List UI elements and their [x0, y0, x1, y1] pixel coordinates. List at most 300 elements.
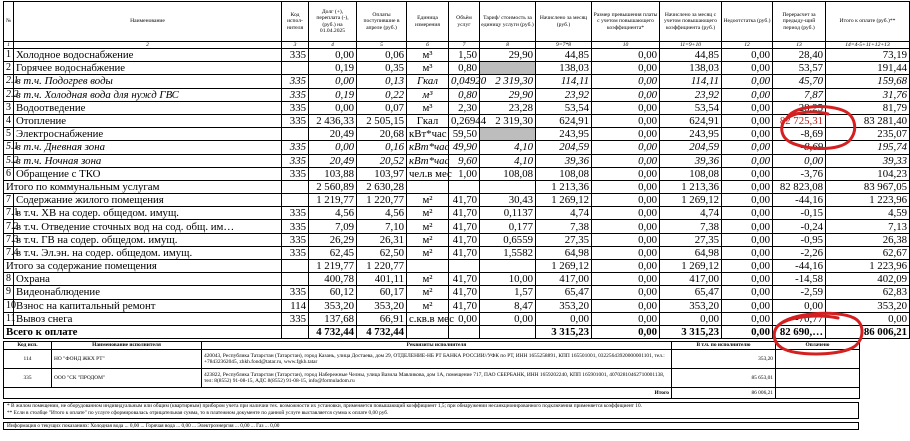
- shortfall: 0,00: [722, 101, 773, 114]
- excess: 0,00: [592, 220, 660, 233]
- unit: кВт*час: [407, 141, 449, 154]
- debt: 0,19: [309, 62, 357, 75]
- debt: 7,09: [309, 220, 357, 233]
- service-name: Отопление: [14, 114, 282, 127]
- service-name: Вывоз снега: [14, 312, 282, 325]
- service-row: [4, 101, 910, 114]
- col-header: Единица измерения: [407, 2, 449, 42]
- col-number: 14=4-5+11+12+13: [826, 42, 910, 49]
- paid-april: 62,50: [357, 246, 407, 259]
- recipient-details: 420043, Республика Татарстан (Татарстан), город Казань, улица Достаева, дом 29, ОТДЕЛЕНИЕ-НБ РТ БАНКА РОССИИ//УФК по РТ, ИНН 1655258891, КПП 165501001, 03225643920000001101, тел.: +78432362045, zhkh.fond@tatar.ru, www.fgkh.tatar: [202, 350, 672, 369]
- total-to-pay: 62,83: [826, 286, 910, 299]
- shortfall: 0,00: [722, 233, 773, 246]
- unit: чел.в мес: [407, 167, 449, 180]
- tariff: [480, 62, 536, 75]
- executor-code: [282, 180, 309, 193]
- service-row: [4, 207, 910, 220]
- total-to-pay: 81,79: [826, 101, 910, 114]
- charged-with-coef: 108,08: [660, 167, 722, 180]
- debt: 26,29: [309, 233, 357, 246]
- total-to-pay: 159,68: [826, 75, 910, 88]
- unit: Гкал: [407, 75, 449, 88]
- executor-code: 335: [282, 207, 309, 220]
- charged: 1 269,12: [536, 194, 592, 207]
- total-to-pay: 191,44: [826, 62, 910, 75]
- charged-with-coef: 624,91: [660, 114, 722, 127]
- service-row: [4, 114, 910, 127]
- unit: м²: [407, 220, 449, 233]
- paid-april: 0,13: [357, 75, 407, 88]
- paid-april: 4,56: [357, 207, 407, 220]
- total-to-pay: 4,59: [826, 207, 910, 220]
- debt: 4,56: [309, 207, 357, 220]
- service-name: в т.ч. ГВ на содер. общедом. имущ.: [14, 233, 282, 246]
- charged-with-coef: 1 269,12: [660, 194, 722, 207]
- col-number: 6: [407, 42, 449, 49]
- row-number: 10: [4, 299, 14, 312]
- charged-with-coef: 39,36: [660, 154, 722, 167]
- unit: м²: [407, 233, 449, 246]
- col-header: Код испол-нителя: [282, 2, 309, 42]
- executor-code: 335: [282, 88, 309, 101]
- unit: м³: [407, 88, 449, 101]
- service-name: Горячее водоснабжение: [14, 62, 282, 75]
- tariff: 2 319,30: [480, 75, 536, 88]
- row-number: 7.4: [4, 246, 14, 259]
- col-header: Начислено за месяц (руб.): [536, 2, 592, 42]
- unit: Гкал: [407, 114, 449, 127]
- shortfall: 0,00: [722, 88, 773, 101]
- service-name: Охрана: [14, 273, 282, 286]
- shortfall: 0,00: [722, 207, 773, 220]
- shortfall: 0,00: [722, 154, 773, 167]
- recipient-name: ООО "СК "ПРОДОМ": [52, 369, 202, 388]
- paid-april: 103,97: [357, 167, 407, 180]
- tariff: 0,00: [480, 312, 536, 325]
- total-to-pay: 1 223,96: [826, 260, 910, 273]
- volume: 41,70: [449, 246, 480, 259]
- charged-with-coef: 7,38: [660, 220, 722, 233]
- service-name: Холодное водоснабжение: [14, 49, 282, 62]
- service-row: [4, 194, 910, 207]
- paid-field[interactable]: [776, 369, 860, 388]
- shortfall: 0,00: [722, 114, 773, 127]
- col-header: Итого к оплате (руб.)**: [826, 2, 910, 42]
- col-number: 10: [592, 42, 660, 49]
- total-to-pay: 62,67: [826, 246, 910, 259]
- executor-code: 335: [282, 154, 309, 167]
- executor-code: 335: [282, 114, 309, 127]
- recalculation: 82 823,08: [773, 180, 826, 193]
- tariff: 2 319,30: [480, 114, 536, 127]
- tariff: 108,08: [480, 167, 536, 180]
- meter-readings-note: Информация о текущих показаниях: Холодная вода ... 0,00 ... Горячая вода ... 0,00 ... Электроэнергия ... 0,00 ... Газ ... 0,00: [3, 422, 859, 430]
- charged-with-coef: 243,95: [660, 128, 722, 141]
- recalculation: -14,58: [773, 273, 826, 286]
- recalculation: 7,87: [773, 88, 826, 101]
- executor-code: [282, 260, 309, 273]
- tariff: [480, 260, 536, 273]
- row-name: Итого за содержание помещения: [4, 260, 282, 273]
- service-row: [4, 141, 910, 154]
- total-to-pay: 1 223,96: [826, 194, 910, 207]
- row-number: 5: [4, 128, 14, 141]
- excess: 0,00: [592, 325, 660, 338]
- charged-with-coef: 27,35: [660, 233, 722, 246]
- col-number: 12: [722, 42, 773, 49]
- excess: 0,00: [592, 312, 660, 325]
- recipients-table: [3, 341, 860, 399]
- debt: 2 560,89: [309, 180, 357, 193]
- recipient-code: 335: [4, 369, 52, 388]
- executor-code: 335: [282, 246, 309, 259]
- tariff: 4,10: [480, 154, 536, 167]
- shortfall: 0,00: [722, 273, 773, 286]
- debt: 2 436,33: [309, 114, 357, 127]
- row-number: 9: [4, 286, 14, 299]
- shortfall: 0,00: [722, 128, 773, 141]
- recalculation: 82 690,…: [773, 325, 826, 338]
- paid-april: 0,22: [357, 88, 407, 101]
- debt: 400,78: [309, 273, 357, 286]
- recipients-header: Оплачено: [776, 342, 860, 350]
- charged-with-coef: 53,54: [660, 101, 722, 114]
- charged-with-coef: 114,11: [660, 75, 722, 88]
- charged: 417,00: [536, 273, 592, 286]
- col-number: 1: [4, 42, 14, 49]
- charged: 23,92: [536, 88, 592, 101]
- paid-april: 401,11: [357, 273, 407, 286]
- paid-field[interactable]: [776, 350, 860, 369]
- service-row: [4, 233, 910, 246]
- shortfall: 0,00: [722, 312, 773, 325]
- volume: 41,70: [449, 299, 480, 312]
- service-name: Обращение с ТКО: [14, 167, 282, 180]
- total-to-pay: 31,76: [826, 88, 910, 101]
- debt: 0,00: [309, 141, 357, 154]
- unit: м²: [407, 273, 449, 286]
- charged: 624,91: [536, 114, 592, 127]
- col-header: Долг (+), переплата (-), (руб.) на 01.04.2025: [309, 2, 357, 42]
- excess: 0,00: [592, 141, 660, 154]
- charged: 1 269,12: [536, 260, 592, 273]
- col-number: 8: [480, 42, 536, 49]
- volume: 41,70: [449, 194, 480, 207]
- service-name: в т.ч. Дневная зона: [14, 141, 282, 154]
- recalculation: 53,57: [773, 62, 826, 75]
- row-number: 4: [4, 114, 14, 127]
- row-name: Итого по коммунальным услугам: [4, 180, 282, 193]
- recipients-header: Код исп.: [4, 342, 52, 350]
- charged: 138,03: [536, 62, 592, 75]
- charged-with-coef: 204,59: [660, 141, 722, 154]
- charged-with-coef: 138,03: [660, 62, 722, 75]
- service-name: в т.ч. Отведение сточных вод на сод. общ. им…: [14, 220, 282, 233]
- debt: 137,68: [309, 312, 357, 325]
- service-row: [4, 312, 910, 325]
- excess: 0,00: [592, 246, 660, 259]
- paid-april: 2 630,28: [357, 180, 407, 193]
- col-number: 3: [282, 42, 309, 49]
- charged-with-coef: 3 315,23: [660, 325, 722, 338]
- charged-with-coef: 44,85: [660, 49, 722, 62]
- volume: 9,60: [449, 154, 480, 167]
- executor-code: 335: [282, 220, 309, 233]
- charged: 44,85: [536, 49, 592, 62]
- excess: 0,00: [592, 75, 660, 88]
- charged: 27,35: [536, 233, 592, 246]
- total-to-pay: 0,00: [826, 312, 910, 325]
- debt: 20,49: [309, 154, 357, 167]
- recalculation: -8,69: [773, 128, 826, 141]
- excess: 0,00: [592, 62, 660, 75]
- subtotal-row: [4, 260, 910, 273]
- shortfall: 0,00: [722, 194, 773, 207]
- debt: 1 219,77: [309, 260, 357, 273]
- total-to-pay: 83 967,05: [826, 180, 910, 193]
- excess: 0,00: [592, 154, 660, 167]
- total-to-pay: 83 281,40: [826, 114, 910, 127]
- unit: м²: [407, 286, 449, 299]
- row-number: 1: [4, 49, 14, 62]
- unit: кВт*час: [407, 154, 449, 167]
- volume: 41,70: [449, 233, 480, 246]
- shortfall: 0,00: [722, 220, 773, 233]
- row-number: 2.2: [4, 88, 14, 101]
- debt: 20,49: [309, 128, 357, 141]
- executor-code: 114: [282, 299, 309, 312]
- shortfall: 0,00: [722, 180, 773, 193]
- footnotes: [3, 402, 859, 419]
- paid-april: 353,20: [357, 299, 407, 312]
- debt: 1 219,77: [309, 194, 357, 207]
- charged-with-coef: 1 213,36: [660, 180, 722, 193]
- volume: 1,00: [449, 167, 480, 180]
- col-header: Тариф/ стоимость за единицу услуги (руб.): [480, 2, 536, 42]
- unit: м²: [407, 194, 449, 207]
- recipient-details: 423822, Республика Татарстан (Татарстан), город Набережные Челны, улица Вазила Мавликова, дом 1А, помещение 717, ПАО СБЕРБАНК, ИНН 1659202240, КПП 165901001, 40702810462710001138, тел: 8(8552) 91-08-15, АДС 8(8552) 91-08-15, info@formuladom.ru: [202, 369, 672, 388]
- shortfall: 0,00: [722, 299, 773, 312]
- shortfall: 0,00: [722, 286, 773, 299]
- excess: 0,00: [592, 286, 660, 299]
- col-number: 13: [773, 42, 826, 49]
- total-to-pay: 39,33: [826, 154, 910, 167]
- volume: 41,70: [449, 220, 480, 233]
- unit: [407, 260, 449, 273]
- excess: 0,00: [592, 180, 660, 193]
- executor-code: 335: [282, 312, 309, 325]
- debt: 353,20: [309, 299, 357, 312]
- service-name: в т.ч. Подогрев воды: [14, 75, 282, 88]
- charged: 243,95: [536, 128, 592, 141]
- service-name: Видеонаблюдение: [14, 286, 282, 299]
- volume: [449, 325, 480, 338]
- footnote-negative: ** Если в столбце "Итого к оплате" по услуге сформировалась отрицательная сумма, то в платежном документе по данной услуге выставляется сумма к оплате 0,00 руб.: [7, 410, 389, 417]
- debt: 0,19: [309, 88, 357, 101]
- row-number: 8: [4, 273, 14, 286]
- total-to-pay: 402,09: [826, 273, 910, 286]
- volume: 0,80: [449, 88, 480, 101]
- excess: 0,00: [592, 299, 660, 312]
- recipients-total-label: Итого: [4, 388, 672, 399]
- recalculation: 0,00: [773, 154, 826, 167]
- service-name: Электроснабжение: [14, 128, 282, 141]
- recipient-amount: 353,20: [672, 350, 776, 369]
- paid-april: 66,91: [357, 312, 407, 325]
- service-name: Водоотведение: [14, 101, 282, 114]
- volume: 41,70: [449, 207, 480, 220]
- recipients-total-row: [4, 388, 860, 399]
- excess: 0,00: [592, 194, 660, 207]
- col-number: 7: [449, 42, 480, 49]
- service-row: [4, 220, 910, 233]
- grand-total-row: [4, 325, 910, 338]
- shortfall: 0,00: [722, 75, 773, 88]
- volume: 0,00: [449, 312, 480, 325]
- unit: кВт*час: [407, 128, 449, 141]
- paid-april: 0,35: [357, 62, 407, 75]
- executor-code: [282, 62, 309, 75]
- row-number: 6: [4, 167, 14, 180]
- tariff: 10,00: [480, 273, 536, 286]
- charged: 7,38: [536, 220, 592, 233]
- charged-with-coef: 23,92: [660, 88, 722, 101]
- service-row: [4, 246, 910, 259]
- recalculation: 82 725,31: [773, 114, 826, 127]
- tariff: 8,47: [480, 299, 536, 312]
- charged-with-coef: 0,00: [660, 312, 722, 325]
- shortfall: 0,00: [722, 325, 773, 338]
- tariff: 1,5582: [480, 246, 536, 259]
- service-name: в т.ч. Холодная вода для нужд ГВС: [14, 88, 282, 101]
- tariff: [480, 128, 536, 141]
- shortfall: 0,00: [722, 49, 773, 62]
- paid-total-field[interactable]: [776, 388, 860, 399]
- col-number: 9=7*8: [536, 42, 592, 49]
- total-to-pay: 73,19: [826, 49, 910, 62]
- service-name: в т.ч. Ночная зона: [14, 154, 282, 167]
- charged: 353,20: [536, 299, 592, 312]
- total-to-pay: 26,38: [826, 233, 910, 246]
- recipients-total-amount: 86 006,21: [672, 388, 776, 399]
- volume: 49,90: [449, 141, 480, 154]
- row-number: 2.1: [4, 75, 14, 88]
- tariff: 29,90: [480, 49, 536, 62]
- charged: 3 315,23: [536, 325, 592, 338]
- executor-code: 335: [282, 167, 309, 180]
- volume: 0,80: [449, 62, 480, 75]
- charged: 4,74: [536, 207, 592, 220]
- debt: 0,00: [309, 49, 357, 62]
- volume: 0,04920: [449, 75, 480, 88]
- charged: 1 213,36: [536, 180, 592, 193]
- unit: [407, 325, 449, 338]
- col-header: Начислено за месяц с учетом повышающего коэффициента (руб.): [660, 2, 722, 42]
- tariff: 4,10: [480, 141, 536, 154]
- service-name: Содержание жилого помещения: [14, 194, 282, 207]
- recalculation: -44,16: [773, 260, 826, 273]
- recalculation: -2,26: [773, 246, 826, 259]
- recipient-name: НО "ФОНД ЖКХ РТ": [52, 350, 202, 369]
- recalculation: -0,15: [773, 207, 826, 220]
- footnote-coefficient: * В жилом помещении, не оборудованном индивидуальным или общим (квартирным) прибором учета при наличии тех. возможности их установки, применяется повышающий коэффициент 1,5; при обнаружении несанкционированного подключения применяется коэффициент 10.: [7, 403, 642, 410]
- debt: 62,45: [309, 246, 357, 259]
- volume: 1,50: [449, 49, 480, 62]
- volume: [449, 260, 480, 273]
- recalculation: 28,40: [773, 49, 826, 62]
- col-header: Наименование: [14, 2, 282, 42]
- charged: 0,00: [536, 312, 592, 325]
- volume: 0,26944: [449, 114, 480, 127]
- tariff: 29,90: [480, 88, 536, 101]
- service-row: [4, 62, 910, 75]
- col-number: 4: [309, 42, 357, 49]
- col-number: 11=9+10: [660, 42, 722, 49]
- total-to-pay: 86 006,21: [826, 325, 910, 338]
- executor-code: [282, 325, 309, 338]
- paid-april: 7,10: [357, 220, 407, 233]
- paid-april: 26,31: [357, 233, 407, 246]
- total-to-pay: 235,07: [826, 128, 910, 141]
- unit: м²: [407, 246, 449, 259]
- service-name: в т.ч. Эл.эн. на содер. общедом. имущ.: [14, 246, 282, 259]
- paid-april: 0,16: [357, 141, 407, 154]
- row-number: 5.1: [4, 141, 14, 154]
- unit: [407, 180, 449, 193]
- service-row: [4, 49, 910, 62]
- recipients-header: Реквизиты исполнителя: [202, 342, 672, 350]
- charges-table: [3, 1, 910, 339]
- executor-code: 335: [282, 233, 309, 246]
- volume: 41,70: [449, 273, 480, 286]
- col-header: №: [4, 2, 14, 42]
- recipients-header: Наименование исполнителя: [52, 342, 202, 350]
- service-row: [4, 154, 910, 167]
- col-header: Оплаты поступившие в апреле (руб.): [357, 2, 407, 42]
- recalculation: -3,76: [773, 167, 826, 180]
- debt: 103,88: [309, 167, 357, 180]
- charged-with-coef: 1 269,12: [660, 260, 722, 273]
- unit: м²: [407, 299, 449, 312]
- debt: 4 732,44: [309, 325, 357, 338]
- charged-with-coef: 4,74: [660, 207, 722, 220]
- service-row: [4, 88, 910, 101]
- unit: с.кв.в мес: [407, 312, 449, 325]
- unit: м³: [407, 62, 449, 75]
- recalculation: 45,70: [773, 75, 826, 88]
- row-number: 7: [4, 194, 14, 207]
- service-row: [4, 167, 910, 180]
- recalculation: -44,16: [773, 194, 826, 207]
- charged: 39,36: [536, 154, 592, 167]
- volume: 2,30: [449, 101, 480, 114]
- charged: 108,08: [536, 167, 592, 180]
- service-row: [4, 128, 910, 141]
- col-number: 2: [14, 42, 282, 49]
- tariff: 1,57: [480, 286, 536, 299]
- excess: 0,00: [592, 128, 660, 141]
- recalculation: -0,24: [773, 220, 826, 233]
- paid-april: 0,06: [357, 49, 407, 62]
- recipient-code: 114: [4, 350, 52, 369]
- excess: 0,00: [592, 260, 660, 273]
- service-name: Взнос на капитальный ремонт: [14, 299, 282, 312]
- executor-code: 335: [282, 286, 309, 299]
- recalculation: 28,25: [773, 101, 826, 114]
- row-number: 5.2: [4, 154, 14, 167]
- debt: 0,00: [309, 101, 357, 114]
- charged-with-coef: 417,00: [660, 273, 722, 286]
